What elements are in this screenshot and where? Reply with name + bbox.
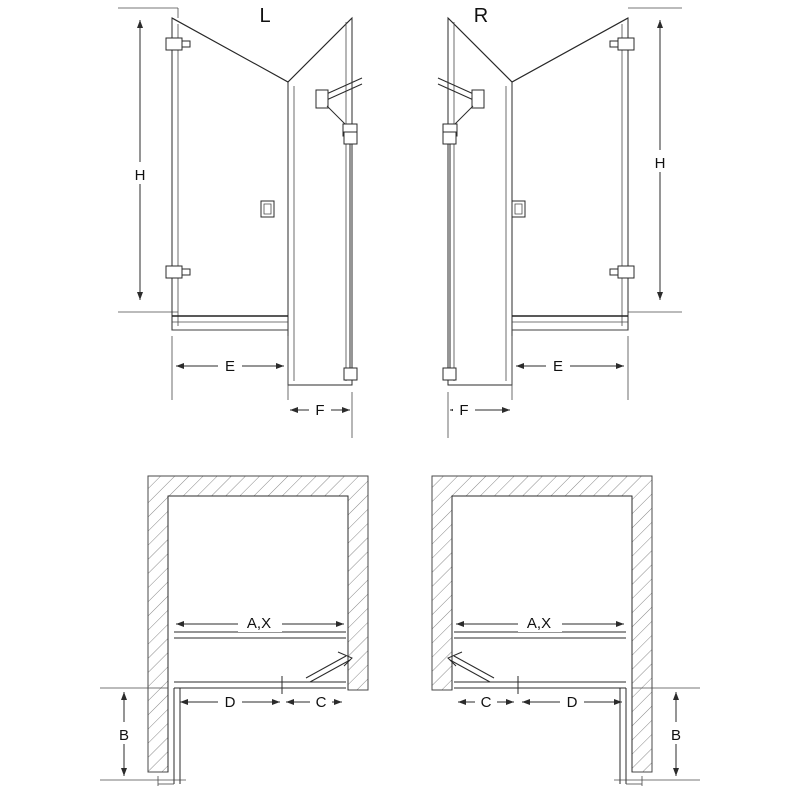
- dimension-label-e-right: E: [552, 358, 564, 375]
- dimension-label-d-right: D: [566, 694, 578, 711]
- post-bracket-bottom-right: [443, 368, 456, 380]
- door-leaf-outline-right: [512, 18, 628, 330]
- plan-pivot-arm-right: [448, 652, 494, 682]
- wall-inner-outline-left: [168, 496, 348, 690]
- hinge-top-left: [166, 38, 190, 50]
- dimension-label-ax-right: A,X: [526, 615, 552, 632]
- dimension-label-ax-left: A,X: [246, 615, 272, 632]
- hinge-bottom-right: [610, 266, 634, 278]
- door-handle-left: [261, 201, 274, 217]
- dimension-label-f-right: F: [459, 402, 469, 419]
- hinge-top-right: [610, 38, 634, 50]
- dimension-label-b-left: B: [118, 727, 130, 744]
- variant-label-left: L: [259, 5, 271, 27]
- dimension-label-c-right: C: [480, 694, 492, 711]
- dimension-label-e-left: E: [224, 358, 236, 375]
- plan-pivot-arm-left: [306, 652, 352, 682]
- door-leaf-top-edge-right: [512, 18, 628, 82]
- variant-label-right: R: [473, 5, 489, 27]
- dimension-label-height-right: H: [654, 155, 666, 172]
- dimension-label-d-left: D: [224, 694, 236, 711]
- dimension-label-b-right: B: [670, 727, 682, 744]
- elevation-left-group: [118, 5, 362, 438]
- door-handle-right: [512, 201, 525, 217]
- fixed-panel-top-edge-right: [448, 18, 512, 82]
- post-bracket-bottom-left: [344, 368, 357, 380]
- wall-inner-outline-right: [452, 496, 632, 690]
- dimension-label-f-left: F: [315, 402, 325, 419]
- dimension-label-height-left: H: [134, 167, 146, 184]
- hinge-bottom-left: [166, 266, 190, 278]
- plan-right-group: [432, 476, 700, 786]
- elevation-right-group: [438, 5, 682, 438]
- post-bracket-top-left: [344, 132, 357, 144]
- door-leaf-top-edge-left: [172, 18, 288, 82]
- dimension-label-c-left: C: [315, 694, 327, 711]
- stabilizer-bar-left: [316, 78, 362, 136]
- door-leaf-outline-left: [172, 18, 288, 330]
- fixed-panel-top-edge-left: [288, 18, 352, 82]
- post-bracket-top-right: [443, 132, 456, 144]
- stabilizer-bar-right: [438, 78, 484, 136]
- plan-left-group: [100, 476, 368, 786]
